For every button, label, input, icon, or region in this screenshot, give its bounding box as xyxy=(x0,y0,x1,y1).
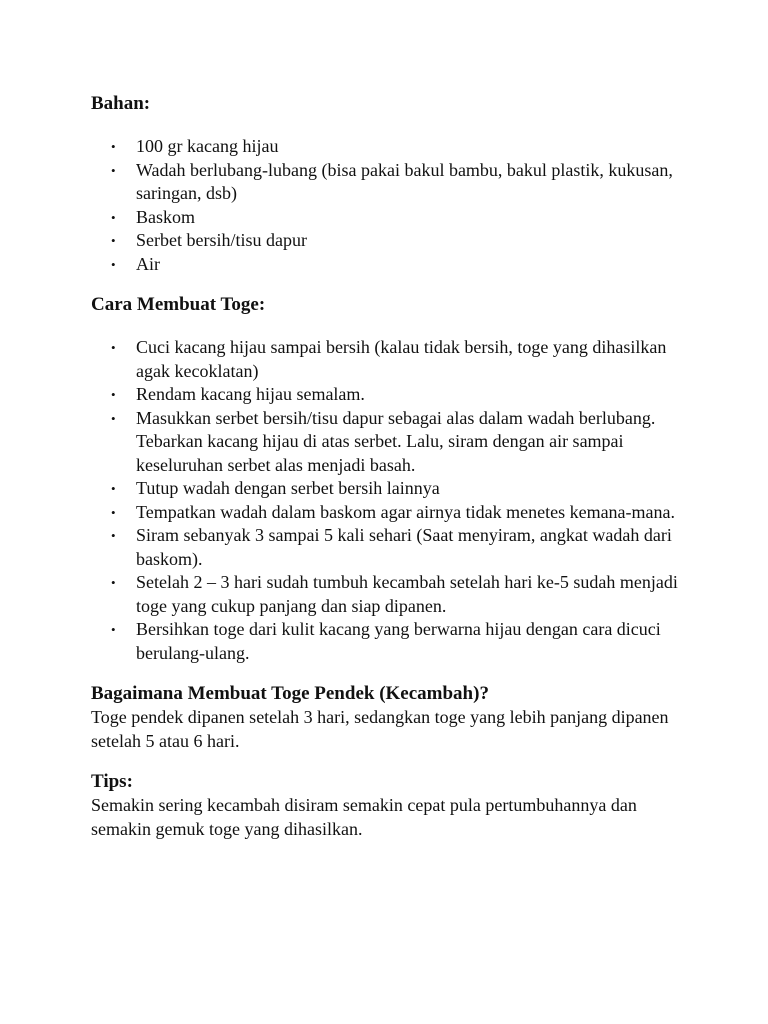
bahan-heading: Bahan: xyxy=(91,93,151,114)
bullet-icon: • xyxy=(111,387,116,402)
list-item-text: Tempatkan wadah dalam baskom agar airnya tidak menetes kemana-mana. xyxy=(136,501,676,522)
bullet-icon: • xyxy=(111,504,116,520)
bullet-icon: • xyxy=(111,410,116,426)
list-item-text: Masukkan serbet bersih/tisu dapur sebagai alas dalam wadah berlubang. Tebarkan kacang hijau di atas serbet. Lalu, siram dengan air sampai keseluruhan serbet alas menjadi basah. xyxy=(136,407,656,475)
list-item xyxy=(91,135,691,159)
list-item-text: Cuci kacang hijau sampai bersih (kalau tidak bersih, toge yang dihasilkan agak kecoklatan) xyxy=(136,337,667,381)
bullet-icon: • xyxy=(111,622,116,637)
bullet-icon: • xyxy=(111,528,116,543)
bahan-list xyxy=(91,135,691,276)
list-item-text: Serbet bersih/tisu dapur xyxy=(136,230,307,250)
pendek-heading: Bagaimana Membuat Toge Pendek (Kecambah)? xyxy=(91,683,489,704)
list-item xyxy=(91,477,691,501)
list-item xyxy=(91,383,691,407)
list-item xyxy=(91,159,691,206)
list-item xyxy=(91,618,691,665)
list-item-text: Siram sebanyak 3 sampai 5 kali sehari (Saat menyiram, angkat wadah dari baskom). xyxy=(136,525,672,569)
list-item-text: 100 gr kacang hijau xyxy=(136,136,279,156)
list-item-text: Baskom xyxy=(136,206,196,227)
pendek-paragraph: Toge pendek dipanen setelah 3 hari, sedangkan toge yang lebih panjang dipanen setelah 5 atau 6 hari. xyxy=(91,707,669,751)
bullet-icon: • xyxy=(111,139,116,154)
list-item-text: Rendam kacang hijau semalam. xyxy=(136,384,365,404)
list-item-text: Setelah 2 – 3 hari sudah tumbuh kecambah setelah hari ke-5 sudah menjadi toge yang cukup panjang dan siap dipanen. xyxy=(136,572,678,616)
list-item xyxy=(91,407,691,478)
bullet-icon: • xyxy=(111,233,116,248)
bullet-icon: • xyxy=(111,575,116,590)
bullet-icon: • xyxy=(111,162,116,178)
bullet-icon: • xyxy=(111,340,116,355)
list-item-text: Tutup wadah dengan serbet bersih lainnya xyxy=(136,478,440,498)
list-item-text: Air xyxy=(136,253,160,274)
tips-paragraph: Semakin sering kecambah disiram semakin cepat pula pertumbuhannya dan semakin gemuk toge yang dihasilkan. xyxy=(91,795,637,839)
list-item-text: Wadah berlubang-lubang (bisa pakai bakul bambu, bakul plastik, kukusan, saringan, dsb) xyxy=(136,159,673,203)
list-item xyxy=(91,524,691,571)
cara-heading: Cara Membuat Toge: xyxy=(91,294,266,315)
document xyxy=(91,92,691,841)
list-item xyxy=(91,229,691,253)
list-item xyxy=(91,206,691,230)
list-item xyxy=(91,501,691,525)
list-item xyxy=(91,571,691,618)
bullet-icon: • xyxy=(111,481,116,496)
tips-heading: Tips: xyxy=(91,771,133,792)
bullet-icon: • xyxy=(111,256,116,272)
bullet-icon: • xyxy=(111,209,116,225)
list-item xyxy=(91,336,691,383)
list-item-text: Bersihkan toge dari kulit kacang yang berwarna hijau dengan cara dicuci berulang-ulang. xyxy=(136,619,661,663)
list-item xyxy=(91,253,691,277)
cara-list xyxy=(91,336,691,665)
